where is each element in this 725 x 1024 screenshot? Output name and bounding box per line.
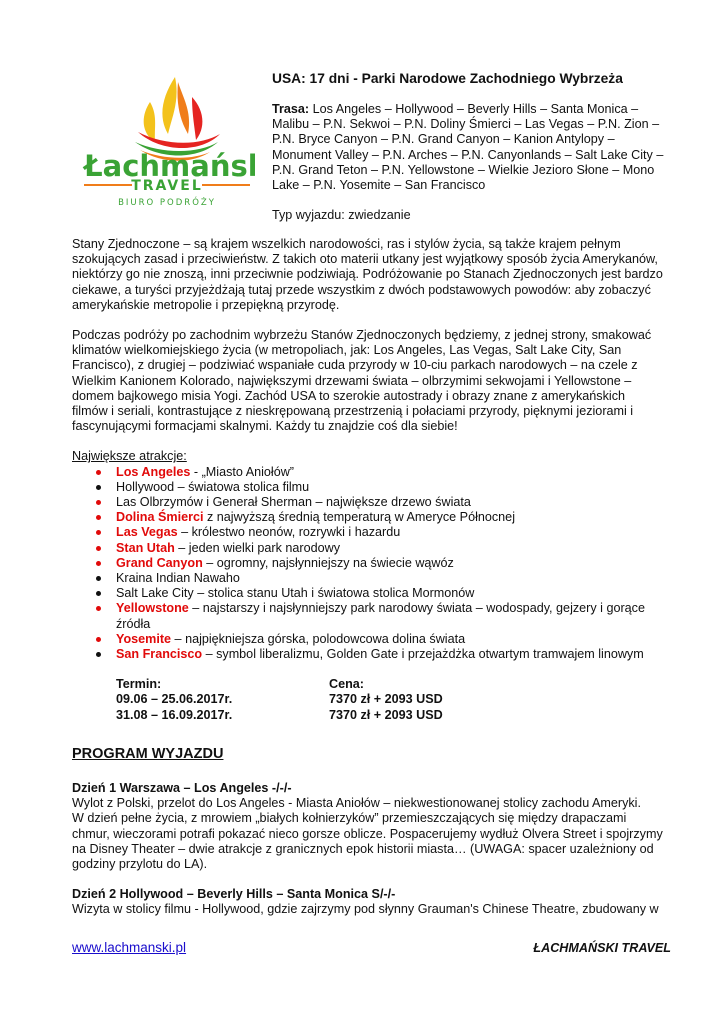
text-line: Wizyta w stolicy filmu - Hollywood, gdzie zajrzymy pod słynny Grauman's Chinese Theatre, zbudowany w: [72, 902, 659, 917]
terms-table: [116, 677, 676, 723]
list-item: Las Vegas – królestwo neonów, rozrywki i hazardu: [116, 525, 676, 540]
list-item: Yellowstone – najstarszy i najsłynniejszy park narodowy świata – wodospady, gejzery i gorące źródła: [116, 601, 676, 631]
day-2-text: [72, 902, 676, 917]
term-label: Termin:: [116, 677, 162, 692]
list-item: Los Angeles - „Miasto Aniołów”: [116, 465, 676, 480]
list-item: Yosemite – najpiękniejsza górska, polodowcowa dolina świata: [116, 632, 676, 647]
attractions-list: [72, 465, 676, 663]
text-line: na Disney Theater – dwie atrakcje z granicznych epok historii miasta… (UWAGA: spacer uzależniony od: [72, 841, 654, 856]
term-value: 31.08 – 16.09.2017r.: [116, 707, 233, 722]
text-line: Wielkim Kanionem Kolorado, największymi drzewami świata – olbrzymimi sekwojami i Yellowstone –: [72, 373, 632, 388]
route-text: Los Angeles – Hollywood – Beverly Hills – Santa Monica – Malibu – P.N. Sekwoi – P.N. Doliny Śmierci – Las Vegas – P.N. Zion – P.N. Bryce Canyon – P.N. Grand Canyon – Kanion Antylopy – Monument Valley – P.N. Arches – P.N. Canyonlands – Salt Lake City – P.N. Grand Teton – P.N. Yellowstone – Wielkie Jezioro Słone – Mono Lake – P.N. Yosemite – San Francisco: [272, 102, 664, 193]
logo-graphic: [80, 72, 255, 212]
text-line: Wylot z Polski, przelot do Los Angeles - Miasta Aniołów – niekwestionowanej stolicy zachodu Ameryki.: [72, 796, 641, 811]
list-item: San Francisco – symbol liberalizmu, Golden Gate i przejażdżka otwartym tramwajem linowym: [116, 647, 676, 662]
text-line: filmów i seriali, kontrastujące z nieskrępowaną przestrzenią i połaciami przyrody, pięknymi jeziorami i: [72, 404, 634, 419]
list-item: Hollywood – światowa stolica filmu: [116, 480, 676, 495]
company-logo: [80, 72, 255, 212]
page-title: USA: 17 dni - Parki Narodowe Zachodniego Wybrzeża: [272, 71, 623, 86]
day-1-text: [72, 796, 676, 872]
price-value: 7370 zł + 2093 USD: [329, 692, 443, 707]
logo-brand-text: Łachmańs: [84, 149, 248, 183]
text-line: niektórzy go nie znoszą, inni przeciwnie podziwiają. Podróżowanie po Stanach Zjednoczonych jest bardzo: [72, 267, 663, 282]
list-item: Salt Lake City – stolica stanu Utah i światowa stolica Mormonów: [116, 586, 676, 601]
text-line: W dzień pełne życia, z mrowiem „białych kołnierzyków” przemieszczających się między drapaczami: [72, 811, 627, 826]
day-2-title: Dzień 2 Hollywood – Beverly Hills – Santa Monica S/-/-: [72, 887, 396, 902]
website-link[interactable]: www.lachmanski.pl: [72, 940, 187, 955]
text-line: amerykańskie metropolie i przepiękną przyrodę.: [72, 297, 340, 312]
footer-brand: ŁACHMAŃSKI TRAVEL: [533, 941, 671, 955]
intro-paragraph-2: [72, 328, 676, 434]
day-1-title: Dzień 1 Warszawa – Los Angeles -/-/-: [72, 780, 292, 795]
text-line: ciekawe, a turyści przyjeżdżają tutaj przede wszystkim z dwóch podstawowych powodów: aby zobaczyć: [72, 282, 651, 297]
text-line: Stany Zjednoczone – są krajem wszelkich narodowości, ras i stylów życia, są także krajem pełnym: [72, 237, 621, 251]
text-line: Francisco), z drugiej – podziwiać wspaniałe cuda przyrody w 10-ciu parkach narodowych – na czele z: [72, 358, 638, 373]
header: [272, 70, 676, 223]
list-item: Dolina Śmierci z najwyższą średnią temperaturą w Ameryce Północnej: [116, 510, 676, 525]
list-item: Kraina Indian Nawaho: [116, 571, 676, 586]
attractions-heading: Największe atrakcje:: [72, 449, 187, 464]
text-line: Podczas podróży po zachodnim wybrzeżu Stanów Zjednoczonych będziemy, z jednej strony, smakować: [72, 328, 652, 343]
text-line: domem bajkowego misia Yogi. Zachód USA to szerokie autostrady i obrazy znane z amerykańskich: [72, 388, 626, 403]
list-item: Grand Canyon – ogromny, najsłynniejszy na świecie wąwóz: [116, 556, 676, 571]
price-value: 7370 zł + 2093 USD: [329, 707, 443, 722]
route: [272, 102, 676, 193]
program-heading: PROGRAM WYJAZDU: [72, 745, 224, 762]
logo-sub-text: TRAVEL: [131, 178, 203, 194]
text-line: fascynującymi formacjami skalnymi. Każdy tu znajdzie coś dla siebie!: [72, 419, 458, 434]
intro-paragraph-1: [72, 237, 676, 313]
list-item: Stan Utah – jeden wielki park narodowy: [116, 541, 676, 556]
logo-tagline: BIURO PODRÓŻY: [118, 198, 216, 208]
list-item: Las Olbrzymów i Generał Sherman – największe drzewo świata: [116, 495, 676, 510]
document-body: [72, 237, 676, 933]
trip-type: Typ wyjazdu: zwiedzanie: [272, 208, 411, 223]
text-line: godziny przylotu do LA).: [72, 856, 208, 871]
term-value: 09.06 – 25.06.2017r.: [116, 692, 233, 707]
text-line: chmur, wieczorami potrafi pokazać nieco gorsze oblicze. Pospacerujemy wydłuż Olvera Street i spojrzymy: [72, 826, 663, 841]
route-label: Trasa:: [272, 102, 310, 116]
text-line: klimatów wielkomiejskiego życia (w metropoliach, jak: Los Angeles, Las Vegas, Salt Lake City, San: [72, 343, 622, 358]
text-line: szokujących zasad i przeciwieństw. Z takich oto materii utkany jest wyjątkowy sposób życia Amerykanów,: [72, 252, 658, 267]
price-label: Cena:: [329, 677, 364, 692]
